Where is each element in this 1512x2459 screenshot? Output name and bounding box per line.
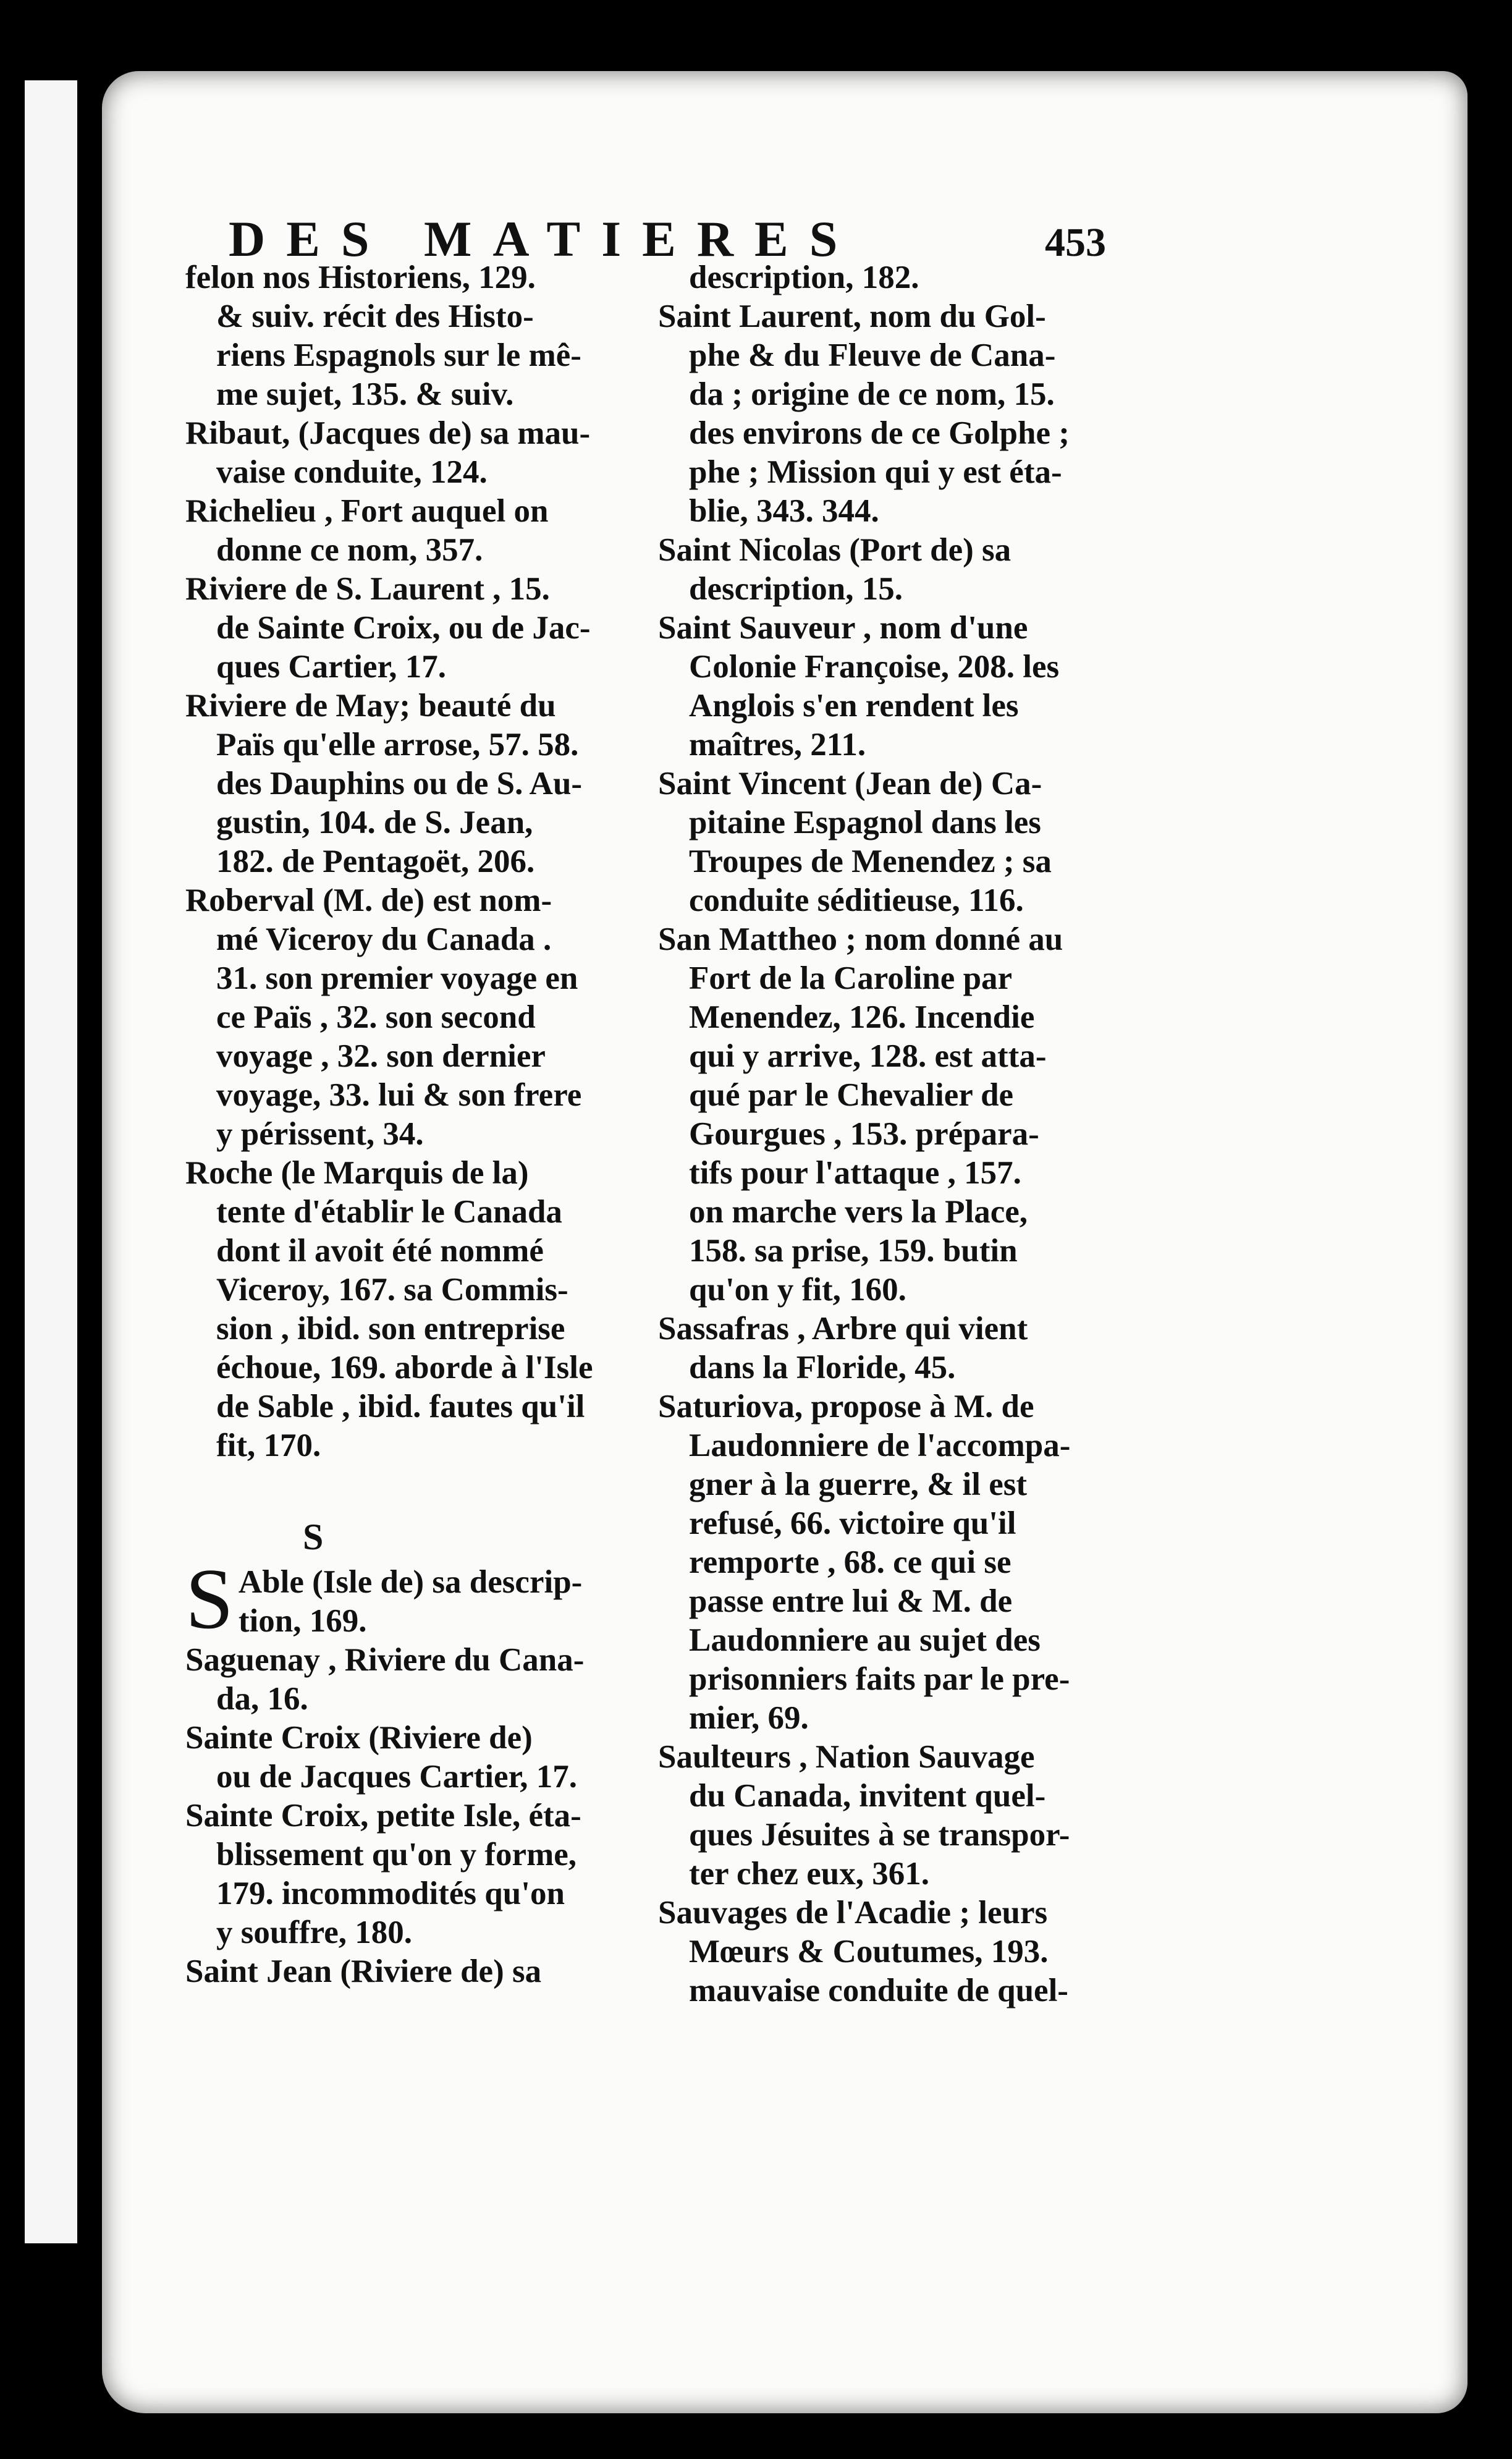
entry-line: Anglois s'en rendent les — [689, 688, 1019, 724]
entry-line: Païs qu'elle arrose, 57. 58. — [216, 727, 579, 763]
index-entry — [185, 1719, 649, 1797]
entry-line: dont il avoit été nommé — [216, 1233, 544, 1269]
entry-line: qui y arrive, 128. est atta- — [689, 1038, 1047, 1074]
entry-line: y périssent, 34. — [216, 1116, 424, 1152]
index-entry — [658, 920, 1118, 1310]
entry-line: refusé, 66. victoire qu'il — [689, 1505, 1016, 1541]
entry-line: phe ; Mission qui y est éta- — [689, 454, 1062, 490]
entry-line: Saint Laurent, nom du Gol- — [658, 298, 1046, 334]
entry-line: San Mattheo ; nom donné au — [658, 921, 1063, 957]
entry-line: da, 16. — [216, 1681, 308, 1717]
entry-line: dans la Floride, 45. — [689, 1350, 956, 1386]
entry-line: conduite séditieuse, 116. — [689, 882, 1024, 918]
index-entry — [658, 609, 1118, 764]
entry-line: blie, 343. 344. — [689, 493, 879, 529]
entry-line: remporte , 68. ce qui se — [689, 1544, 1012, 1580]
entry-line: y souffre, 180. — [216, 1915, 412, 1950]
entry-line: Laudonniere au sujet des — [689, 1622, 1041, 1658]
entry-line: Saint Sauveur , nom d'une — [658, 610, 1028, 646]
entry-line: 182. de Pentagoët, 206. — [216, 844, 535, 879]
entry-line: passe entre lui & M. de — [689, 1583, 1013, 1619]
entry-line: description, 182. — [689, 260, 919, 295]
left-entry-list — [185, 258, 649, 1465]
entry-line: tifs pour l'attaque , 157. — [689, 1155, 1021, 1191]
entry-line: mier, 69. — [689, 1700, 809, 1736]
index-entry — [185, 492, 649, 570]
entry-line: Troupes de Menendez ; sa — [689, 844, 1052, 879]
entry-line: donne ce nom, 357. — [216, 532, 483, 568]
entry-line: maîtres, 211. — [689, 727, 866, 763]
entry-line: Colonie Françoise, 208. les — [689, 649, 1060, 685]
entry-line: felon nos Historiens, 129. — [185, 260, 536, 295]
entry-line: Fort de la Caroline par — [689, 960, 1013, 996]
index-entry — [658, 1894, 1118, 2010]
entry-line: Saulteurs , Nation Sauvage — [658, 1739, 1035, 1775]
entry-line: Able (Isle de) sa descrip- — [238, 1564, 583, 1600]
index-entry — [185, 1952, 649, 1991]
index-entry — [185, 258, 649, 414]
entry-line: Saint Nicolas (Port de) sa — [658, 532, 1012, 568]
entry-line: Sainte Croix (Riviere de) — [185, 1720, 533, 1756]
entry-line: de Sainte Croix, ou de Jac- — [216, 610, 591, 646]
entry-line: vaise conduite, 124. — [216, 454, 488, 490]
entry-line: Saint Jean (Riviere de) sa — [185, 1953, 542, 1989]
entry-line: Riviere de S. Laurent , 15. — [185, 571, 550, 607]
page-number: 453 — [1045, 220, 1106, 265]
entry-line: & suiv. récit des Histo- — [216, 298, 534, 334]
entry-line: me sujet, 135. & suiv. — [216, 376, 514, 412]
entry-line: qu'on y fit, 160. — [689, 1272, 906, 1308]
entry-line: tente d'établir le Canada — [216, 1194, 562, 1230]
entry-line: Riviere de May; beauté du — [185, 688, 556, 724]
letter-section-heading: S — [303, 1517, 324, 1557]
entry-line: voyage, 33. lui & son frere — [216, 1077, 582, 1113]
entry-line: gner à la guerre, & il est — [689, 1467, 1028, 1502]
entry-line: échoue, 169. aborde à l'Isle — [216, 1350, 593, 1386]
entry-line: voyage , 32. son dernier — [216, 1038, 546, 1074]
index-column-right — [658, 258, 1118, 2010]
entry-line: riens Espagnols sur le mê- — [216, 337, 581, 373]
index-entry — [185, 1797, 649, 1952]
entry-line: sion , ibid. son entreprise — [216, 1311, 565, 1347]
index-column-left — [185, 258, 649, 1991]
entry-line: phe & du Fleuve de Cana- — [689, 337, 1056, 373]
entry-line: Roche (le Marquis de la) — [185, 1155, 529, 1191]
entry-line: ques Cartier, 17. — [216, 649, 446, 685]
entry-line: mé Viceroy du Canada . — [216, 921, 552, 957]
entry-line: prisonniers faits par le pre- — [689, 1661, 1070, 1697]
entry-line: da ; origine de ce nom, 15. — [689, 376, 1055, 412]
entry-line: 179. incommodités qu'on — [216, 1876, 565, 1911]
entry-line: tion, 169. — [238, 1603, 367, 1639]
entry-line: Sainte Croix, petite Isle, éta- — [185, 1798, 581, 1834]
entry-line: Gourgues , 153. prépara- — [689, 1116, 1039, 1152]
entry-line: ter chez eux, 361. — [689, 1856, 930, 1892]
entry-line: qué par le Chevalier de — [689, 1077, 1014, 1113]
entry-line: 31. son premier voyage en — [216, 960, 578, 996]
entry-line: Ribaut, (Jacques de) sa mau- — [185, 415, 591, 451]
entry-line: pitaine Espagnol dans les — [689, 805, 1041, 840]
index-entry — [185, 881, 649, 1154]
entry-line: mauvaise conduite de quel- — [689, 1973, 1068, 2008]
entry-line: Saturiova, propose à M. de — [658, 1389, 1034, 1424]
index-entry — [658, 531, 1118, 609]
entry-line: blissement qu'on y forme, — [216, 1837, 577, 1873]
index-entry — [185, 1551, 649, 1647]
s-entry-list — [185, 1551, 649, 1991]
entry-line: fit, 170. — [216, 1428, 321, 1463]
entry-line: Saint Vincent (Jean de) Ca- — [658, 766, 1042, 802]
entry-line: ou de Jacques Cartier, 17. — [216, 1759, 577, 1795]
entry-line: Sauvages de l'Acadie ; leurs — [658, 1895, 1048, 1931]
drop-capital: S — [185, 1551, 234, 1647]
entry-line: des Dauphins ou de S. Au- — [216, 766, 583, 802]
scan-edge-strip — [25, 80, 77, 2243]
entry-line: gustin, 104. de S. Jean, — [216, 805, 533, 840]
entry-line: Laudonniere de l'accompa- — [689, 1428, 1071, 1463]
index-entry — [185, 687, 649, 881]
index-entry — [185, 1154, 649, 1465]
entry-line: ques Jésuites à se transpor- — [689, 1817, 1070, 1853]
right-entry-list — [658, 258, 1118, 2010]
entry-line: Richelieu , Fort auquel on — [185, 493, 549, 529]
entry-line: Menendez, 126. Incendie — [689, 999, 1035, 1035]
entry-line: Saguenay , Riviere du Cana- — [185, 1642, 585, 1678]
entry-line: 158. sa prise, 159. butin — [689, 1233, 1018, 1269]
entry-line: Roberval (M. de) est nom- — [185, 882, 552, 918]
index-entry — [658, 297, 1118, 531]
entry-line: Viceroy, 167. sa Commis- — [216, 1272, 568, 1308]
entry-line: on marche vers la Place, — [689, 1194, 1028, 1230]
index-entry — [658, 764, 1118, 920]
index-entry — [185, 414, 649, 492]
entry-line: du Canada, invitent quel- — [689, 1778, 1046, 1814]
entry-line: des environs de ce Golphe ; — [689, 415, 1070, 451]
index-entry — [658, 1387, 1118, 1738]
running-title: DES MATIERES — [229, 211, 859, 267]
entry-line: Sassafras , Arbre qui vient — [658, 1311, 1028, 1347]
index-entry — [658, 1738, 1118, 1894]
entry-line: ce Païs , 32. son second — [216, 999, 536, 1035]
entry-line: Mœurs & Coutumes, 193. — [689, 1934, 1049, 1970]
index-entry — [185, 570, 649, 687]
index-entry — [185, 1641, 649, 1719]
entry-line: de Sable , ibid. fautes qu'il — [216, 1389, 585, 1424]
entry-line: description, 15. — [689, 571, 903, 607]
index-entry — [658, 258, 1118, 297]
index-entry — [658, 1310, 1118, 1387]
